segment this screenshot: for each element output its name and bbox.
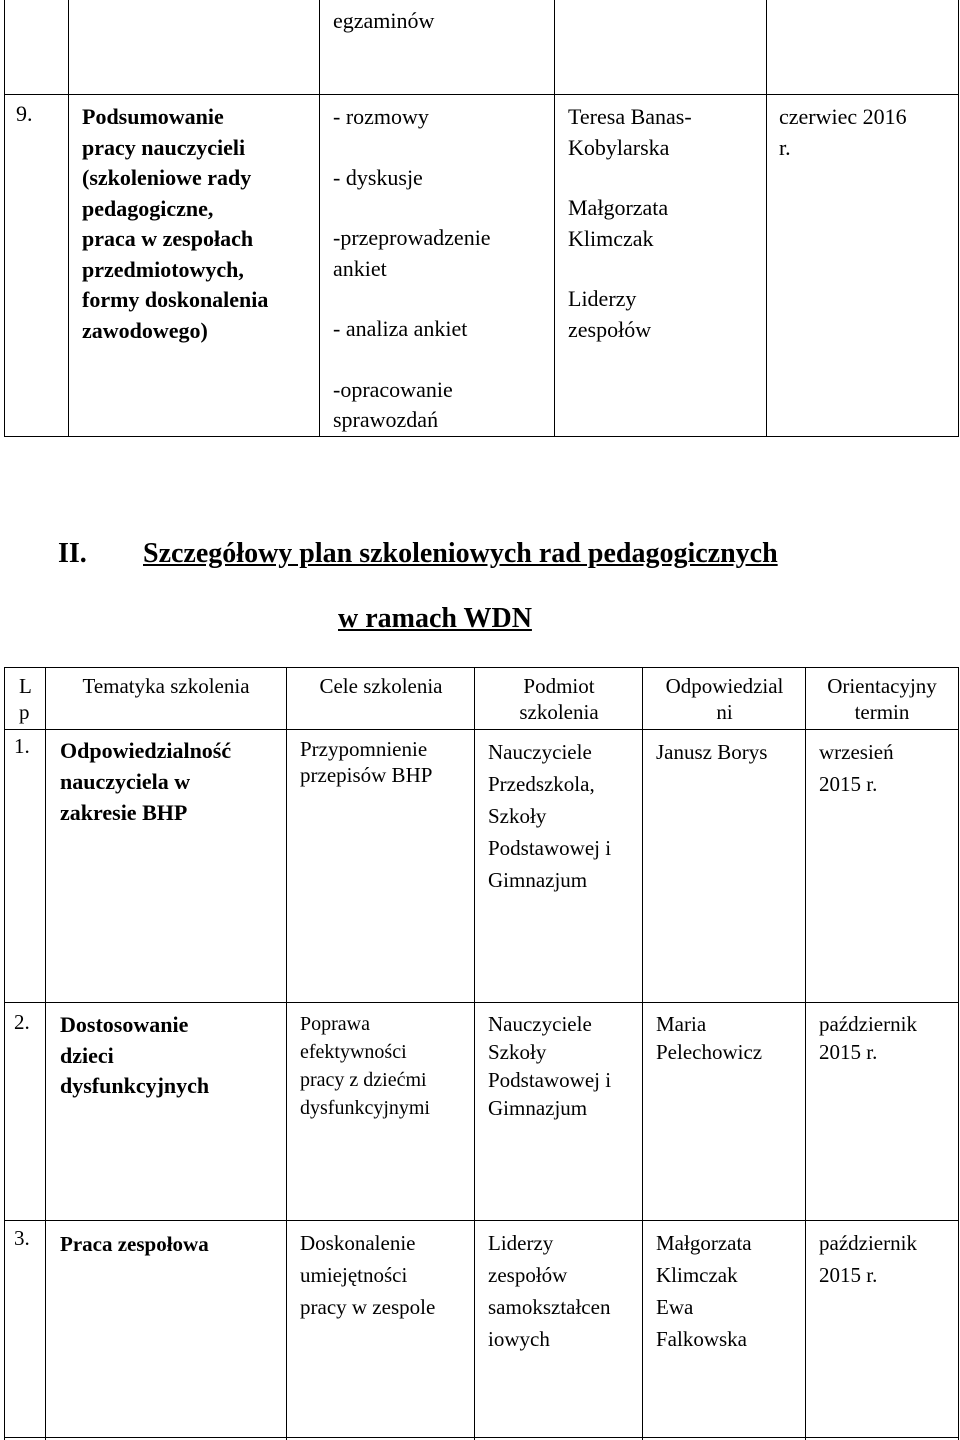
responsible-line: Teresa Banas- (568, 104, 692, 129)
row-3-subject (488, 1227, 610, 1355)
header-lp-line: p (19, 700, 30, 724)
plan-col-divider-2 (286, 667, 287, 1440)
plan-row-divider-2 (4, 1220, 959, 1221)
topic-line: praca w zespołach (82, 226, 254, 251)
row-subject-line: Nauczyciele (488, 1012, 592, 1036)
row-2-subject (488, 1010, 611, 1122)
topic-line: przedmiotowych, (82, 256, 244, 282)
row-goals-line: dysfunkcyjnymi (300, 1097, 430, 1119)
row-responsible-line: Ewa (656, 1295, 694, 1319)
row-goals-line: pracy z dziećmi (300, 1069, 427, 1091)
section-title: Szczegółowy plan szkoleniowych rad pedagogicznych (143, 538, 778, 569)
row-topic-line: dysfunkcyjnych (60, 1073, 210, 1098)
method-item: -opracowanie (333, 376, 453, 402)
header-responsible-line: ni (716, 700, 733, 724)
top-table-divider-3 (554, 0, 555, 437)
row-responsible-line: Klimczak (656, 1263, 738, 1287)
header-lp (19, 673, 32, 725)
plan-row-divider-1 (4, 1002, 959, 1003)
row-term-line: 2015 r. (819, 1040, 878, 1064)
row-1-topic (60, 735, 231, 828)
row-responsible-line: Małgorzata (656, 1231, 752, 1255)
row-subject-line: Podstawowej i (488, 836, 612, 860)
top-table-divider-1 (68, 0, 69, 437)
method-item-cont: sprawozdań (333, 407, 439, 432)
plan-col-divider-4 (642, 667, 643, 1440)
responsible-line: zespołów (568, 316, 652, 342)
term-line: czerwiec 2016 (779, 104, 907, 129)
row-1-goals (300, 736, 432, 788)
row-goals-line: przepisów BHP (300, 763, 433, 787)
row-3-goals (300, 1227, 435, 1323)
row-responsible-line: Maria (656, 1012, 707, 1036)
top-table-divider-4 (766, 0, 767, 437)
term-line: r. (779, 134, 791, 160)
row-subject-line: Szkoły (488, 804, 547, 828)
row-1-responsible (656, 736, 767, 768)
top-row-responsible (568, 102, 692, 345)
method-item: - rozmowy (333, 104, 429, 129)
plan-table-border-bottom (4, 1437, 959, 1438)
row-responsible-line: Pelechowicz (656, 1040, 763, 1064)
header-topic-line: Tematyka szkolenia (82, 674, 250, 698)
row-1-lp: 1. (14, 734, 30, 758)
row-term-line: październik (819, 1012, 917, 1036)
responsible-line: Klimczak (568, 225, 654, 251)
row-term-line: październik (819, 1231, 917, 1255)
row-goals-line: Poprawa (300, 1013, 370, 1035)
row-topic-line: nauczyciela w (60, 769, 191, 794)
header-subject-line: szkolenia (519, 700, 599, 724)
row-goals-line: Przypomnienie (300, 737, 428, 761)
row-goals-line: umiejętności (300, 1263, 408, 1287)
topic-line: (szkoleniowe rady (82, 165, 252, 190)
row-subject-line: Gimnazjum (488, 1096, 588, 1120)
row-term-line: 2015 r. (819, 772, 878, 796)
row-subject-line: Podstawowej i (488, 1068, 612, 1092)
section-number: II. (58, 538, 87, 569)
topic-line: zawodowego) (82, 317, 208, 343)
row-topic-line: Dostosowanie (60, 1012, 189, 1037)
row-3-term (819, 1227, 917, 1291)
row-goals-line: pracy w zespole (300, 1295, 436, 1319)
plan-col-divider-3 (474, 667, 475, 1440)
row-term-line: 2015 r. (819, 1263, 878, 1287)
plan-header-divider (4, 729, 959, 730)
row-3-lp: 3. (14, 1226, 30, 1250)
responsible-line: Kobylarska (568, 134, 670, 160)
top-table-border-right (958, 0, 959, 437)
row-responsible-line: Falkowska (656, 1327, 747, 1351)
row-2-topic (60, 1010, 209, 1102)
topic-line: formy doskonalenia (82, 287, 269, 312)
row-subject-line: Gimnazjum (488, 868, 588, 892)
row-goals-line: Doskonalenie (300, 1231, 416, 1255)
row-subject-line: zespołów (488, 1263, 568, 1287)
row-1-term (819, 736, 894, 800)
top-row-number: 9. (16, 101, 33, 126)
plan-table-border-right (958, 667, 959, 1440)
row-3-responsible (656, 1227, 752, 1355)
top-row-methods (333, 102, 491, 436)
method-item: - dyskusje (333, 164, 423, 190)
row-subject-line: Nauczyciele (488, 740, 592, 764)
header-subject (475, 673, 643, 725)
row-2-goals (300, 1010, 430, 1122)
row-2-responsible (656, 1010, 762, 1066)
plan-col-divider-5 (805, 667, 806, 1440)
responsible-line: Liderzy (568, 286, 637, 311)
row-topic-line: Odpowiedzialność (60, 738, 232, 763)
top-table-header-cell: egzaminów (333, 8, 435, 33)
responsible-line: Małgorzata (568, 195, 669, 220)
header-term (806, 673, 958, 725)
plan-table-border-left (4, 667, 5, 1440)
row-term-line: wrzesień (819, 740, 894, 764)
row-2-lp: 2. (14, 1010, 30, 1034)
topic-line: pedagogiczne, (82, 195, 214, 221)
header-subject-line: Podmiot (523, 674, 595, 698)
top-table-border-bottom (4, 436, 959, 437)
row-topic-line: dzieci (60, 1042, 114, 1068)
row-1-subject (488, 736, 611, 896)
header-term-line: termin (854, 700, 910, 724)
row-topic-line: Praca zespołowa (60, 1232, 209, 1256)
header-goals (287, 673, 475, 699)
top-row-topic (82, 102, 268, 346)
topic-line: Podsumowanie (82, 104, 224, 129)
top-table-row-divider (4, 94, 959, 95)
row-subject-line: Liderzy (488, 1231, 554, 1255)
row-subject-line: iowych (488, 1327, 550, 1351)
method-item: -przeprowadzenie (333, 225, 491, 250)
header-responsible (643, 673, 806, 725)
top-table-divider-2 (319, 0, 320, 437)
section-subtitle: w ramach WDN (338, 603, 532, 634)
header-goals-line: Cele szkolenia (319, 674, 443, 698)
header-lp-line: L (19, 674, 32, 698)
topic-line: pracy nauczycieli (82, 134, 246, 160)
row-subject-line: Przedszkola, (488, 772, 595, 796)
header-topic (46, 673, 286, 699)
row-topic-line: zakresie BHP (60, 800, 188, 825)
top-table-border-left (4, 0, 5, 437)
top-row-term (779, 102, 907, 163)
row-3-topic (60, 1228, 209, 1260)
plan-col-divider-1 (45, 667, 46, 1440)
header-responsible-line: Odpowiedzial (665, 674, 784, 698)
row-goals-line: efektywności (300, 1041, 407, 1063)
header-term-line: Orientacyjny (827, 674, 937, 698)
row-2-term (819, 1010, 917, 1066)
row-responsible-line: Janusz Borys (656, 740, 768, 764)
plan-table-border-top (4, 667, 959, 668)
row-subject-line: Szkoły (488, 1040, 547, 1064)
row-subject-line: samokształcen (488, 1295, 611, 1319)
method-item-cont: ankiet (333, 255, 387, 281)
method-item: - analiza ankiet (333, 316, 468, 341)
